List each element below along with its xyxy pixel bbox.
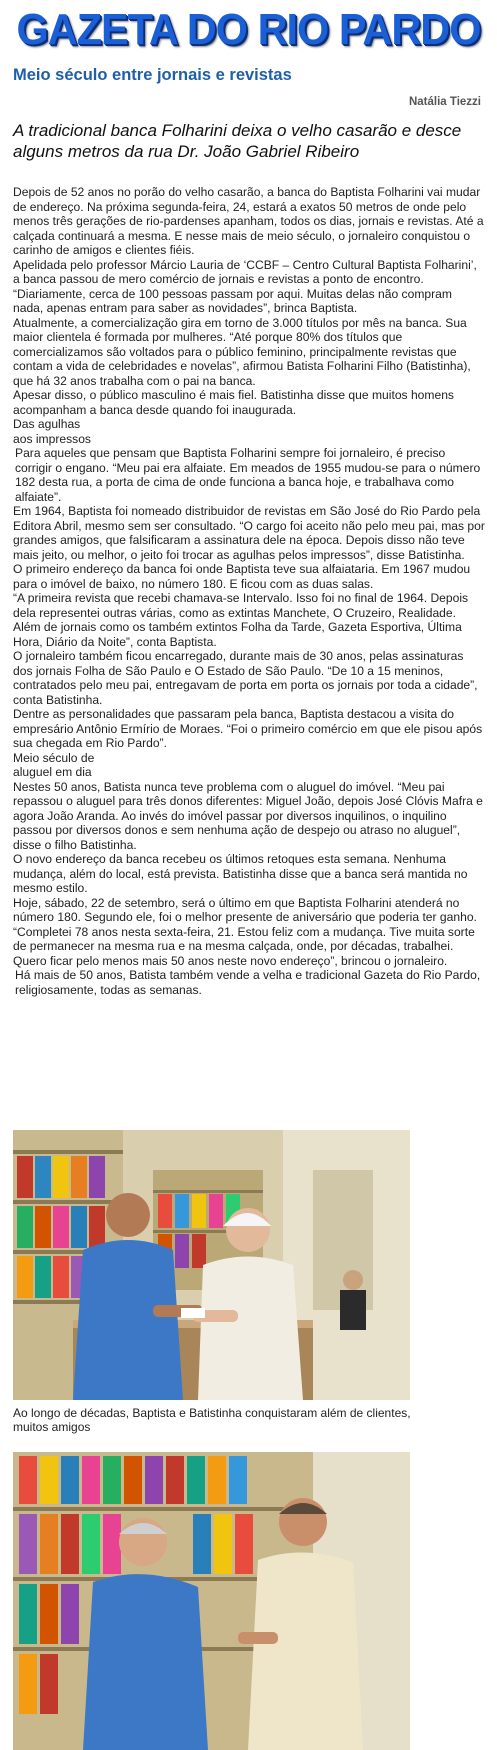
article-kicker: Meio século entre jornais e revistas xyxy=(13,66,292,84)
paragraph: Nestes 50 anos, Batista nunca teve problema com o aluguel do imóvel. “Meu pai repassou o aluguel para três donos diferentes: Miguel João, depois José Clóvis Mafra e agora João Aranda. Ao invés do imóvel passar por diversos inquilinos, o inquilino passou por diversos donos e sem nenhuma ação de despejo ou atraso no aluguel”, disse o filho Batistinha. xyxy=(13,779,483,852)
author-byline: Natália Tiezzi xyxy=(408,96,481,108)
subheading: Das agulhas xyxy=(13,417,81,431)
paragraph: Atualmente, a comercialização gira em torno de 3.000 títulos por mês na banca. Sua maior clientela é formada por mulheres. “Até porque 80% dos títulos que comercializamos são voltados para o público feminino, principalmente revistas que contam a vida de celebridades e novelas”, afirmou Batista Folharini Filho (Batistinha), que há 32 anos trabalha com o pai na banca. xyxy=(13,315,471,388)
paragraph: Dentre as personalidades que passaram pela banca, Baptista destacou a visita do empresário Antônio Ermírio de Moraes. “Foi o primeiro comércio em que ele pisou após sua chegada em Rio Pardo”. xyxy=(13,707,483,750)
paragraph: O novo endereço da banca recebeu os últimos retoques esta semana. Nenhuma mudança, além do local, está prevista. Batistinha disse que a banca será mantida no mesmo estilo. xyxy=(13,852,468,895)
paragraph: Há mais de 50 anos, Batista também vende a velha e tradicional Gazeta do Rio Pardo, religiosamente, todas as semanas. xyxy=(15,968,481,997)
paragraph: “A primeira revista que recebi chamava-se Intervalo. Isso foi no final de 1964. Depois dela representei outras várias, como as extintas Manchete, O Cruzeiro, Realidade. Além de jornais como os também extintos Folha da Tarde, Gazeta Esportiva, Última Hora, Diário da Noite”, conta Baptista. xyxy=(13,591,469,649)
newsstand-photo-2 xyxy=(13,1452,410,1750)
article-body xyxy=(13,185,485,997)
newsstand-photo-1 xyxy=(13,1130,410,1400)
subheading: Meio século de xyxy=(13,750,95,765)
newspaper-logo: GAZETA DO RIO PARDO xyxy=(16,5,481,54)
paragraph: Hoje, sábado, 22 de setembro, será o último em que Baptista Folharini atenderá no número 180. Segundo ele, foi o melhor presente de aniversário que poderia ter ganho. “Completei 78 anos nesta sexta-feira, 21. Estou feliz com a mudança. Tive muita sorte de permanecer na mesma rua e na mesma calçada, onde, por décadas, trabalhei. Quero ficar pelo menos mais 50 anos neste novo endereço”, brincou o jornaleiro. xyxy=(13,895,477,968)
subheading: aluguel em dia xyxy=(13,765,92,779)
paragraph: Apesar disso, o público masculino é mais fiel. Batistinha disse que muitos homens acompanham a banca desde quando foi inaugurada. xyxy=(13,388,454,417)
masthead xyxy=(0,0,497,62)
paragraph: O primeiro endereço da banca foi onde Baptista teve sua alfaiataria. Em 1967 mudou para o imóvel de baixo, no número 180. E ficou com as duas salas. xyxy=(13,562,471,591)
paragraph: Depois de 52 anos no porão do velho casarão, a banca do Baptista Folharini vai mudar de endereço. Na próxima segunda-feira, 24, estará a exatos 50 metros de onde pelo menos três gerações de rio-pardenses apanham, todos os dias, jornais e revistas. Até a calçada continuará a mesma. E nesse mais de meio século, o jornaleiro conquistou o carinho de amigos e clientes fiéis. xyxy=(13,185,484,257)
article-headline: A tradicional banca Folharini deixa o velho casarão e desce alguns metros da rua Dr. João Gabriel Ribeiro xyxy=(13,121,462,161)
paragraph: Para aqueles que pensam que Baptista Folharini sempre foi jornaleiro, é preciso corrigir o engano. “Meu pai era alfaiate. Em meados de 1955 mudou-se para o número 182 desta rua, a porta de cima de onde funciona a banca hoje, e trabalhava como alfaiate”. xyxy=(15,446,481,504)
paragraph: Em 1964, Baptista foi nomeado distribuidor de revistas em São José do Rio Pardo pela Editora Abril, mesmo sem ser consultado. “O cargo foi aceito não pelo meu pai, mas por grandes amigos, que falsificaram a assinatura dele na época. Depois disso não teve mais jeito, ou melhor, o jeito foi trocar as agulhas pelos impressos”, disse Batistinha. xyxy=(13,504,485,562)
paragraph: Apelidada pelo professor Márcio Lauria de ‘CCBF – Centro Cultural Baptista Folharini’, a banca passou de mero comércio de jornais e revistas a ponto de encontro. “Diariamente, cerca de 100 pessoas passam por aqui. Muitas delas não compram nada, apenas entram para saber as novidades”, brinca Baptista. xyxy=(13,257,477,315)
paragraph: O jornaleiro também ficou encarregado, durante mais de 30 anos, pelas assinaturas dos jornais Folha de São Paulo e O Estado de São Paulo. “De 10 a 15 meninos, contratados pelo meu pai, entregavam de porta em porta os jornais por toda a cidade”, conta Batistinha. xyxy=(13,649,478,707)
photo-caption: Ao longo de décadas, Baptista e Batistinha conquistaram além de clientes, muitos amigos xyxy=(13,1406,411,1434)
subheading: aos impressos xyxy=(13,431,91,446)
